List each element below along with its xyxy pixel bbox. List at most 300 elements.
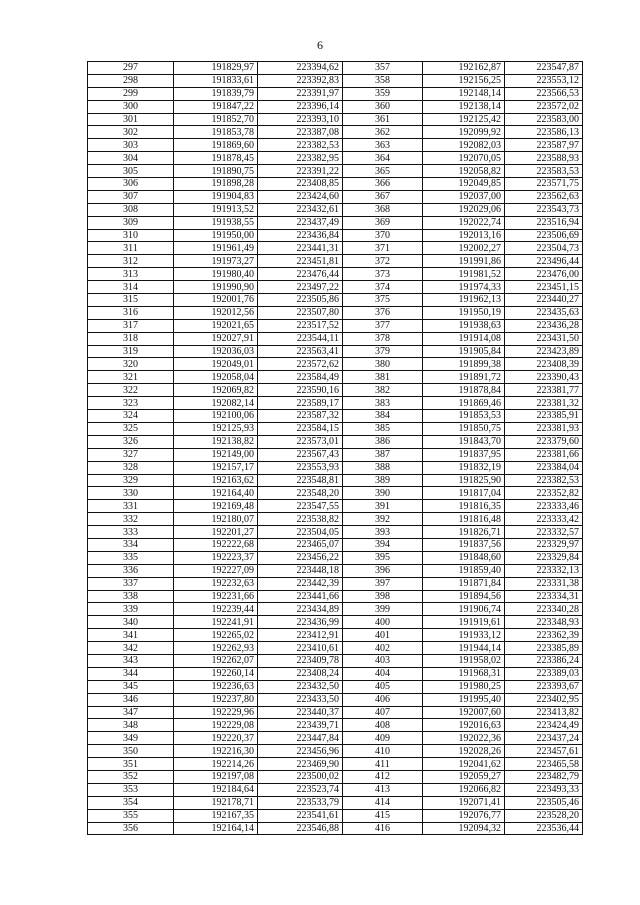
x-coordinate-right-cell: 191859,40 [423,564,505,577]
table-row [88,603,583,616]
point-number-left-cell: 338 [88,590,174,603]
y-coordinate-right-cell: 223506,69 [505,229,583,242]
y-coordinate-left-cell: 223553,93 [258,461,343,474]
point-number-left-cell: 307 [88,190,174,203]
point-number-left-cell: 330 [88,487,174,500]
y-coordinate-left-cell: 223541,61 [258,809,343,822]
x-coordinate-right-cell: 192013,16 [423,229,505,242]
point-number-left-cell: 317 [88,319,174,332]
point-number-right-cell: 407 [343,706,423,719]
x-coordinate-left-cell: 192164,40 [174,487,258,500]
point-number-left-cell: 303 [88,139,174,152]
y-coordinate-left-cell: 223433,50 [258,693,343,706]
x-coordinate-left-cell: 192069,82 [174,384,258,397]
table-row [88,384,583,397]
point-number-right-cell: 406 [343,693,423,706]
x-coordinate-right-cell: 191891,72 [423,371,505,384]
x-coordinate-right-cell: 192094,32 [423,822,505,835]
y-coordinate-left-cell: 223382,53 [258,139,343,152]
x-coordinate-right-cell: 191853,53 [423,410,505,423]
point-number-left-cell: 322 [88,384,174,397]
point-number-left-cell: 315 [88,294,174,307]
y-coordinate-right-cell: 223504,73 [505,242,583,255]
point-number-right-cell: 410 [343,745,423,758]
point-number-right-cell: 359 [343,87,423,100]
y-coordinate-left-cell: 223424,60 [258,190,343,203]
point-number-left-cell: 312 [88,255,174,268]
y-coordinate-right-cell: 223393,67 [505,680,583,693]
x-coordinate-right-cell: 192059,27 [423,770,505,783]
x-coordinate-left-cell: 191833,61 [174,74,258,87]
point-number-left-cell: 318 [88,332,174,345]
point-number-left-cell: 314 [88,281,174,294]
y-coordinate-right-cell: 223424,49 [505,719,583,732]
y-coordinate-left-cell: 223451,81 [258,255,343,268]
y-coordinate-right-cell: 223440,27 [505,294,583,307]
table-row [88,306,583,319]
x-coordinate-left-cell: 191853,78 [174,126,258,139]
point-number-right-cell: 403 [343,654,423,667]
x-coordinate-left-cell: 192239,44 [174,603,258,616]
x-coordinate-left-cell: 191913,52 [174,203,258,216]
y-coordinate-left-cell: 223392,83 [258,74,343,87]
y-coordinate-left-cell: 223393,10 [258,113,343,126]
y-coordinate-left-cell: 223544,11 [258,332,343,345]
point-number-left-cell: 311 [88,242,174,255]
table-row [88,474,583,487]
point-number-right-cell: 397 [343,577,423,590]
y-coordinate-right-cell: 223333,42 [505,513,583,526]
y-coordinate-left-cell: 223504,05 [258,526,343,539]
y-coordinate-left-cell: 223573,01 [258,435,343,448]
point-number-left-cell: 350 [88,745,174,758]
y-coordinate-left-cell: 223442,39 [258,577,343,590]
y-coordinate-right-cell: 223381,66 [505,448,583,461]
y-coordinate-right-cell: 223516,94 [505,216,583,229]
point-number-left-cell: 325 [88,422,174,435]
x-coordinate-right-cell: 192138,14 [423,100,505,113]
y-coordinate-right-cell: 223583,00 [505,113,583,126]
table-row [88,551,583,564]
y-coordinate-left-cell: 223441,31 [258,242,343,255]
y-coordinate-right-cell: 223340,28 [505,603,583,616]
x-coordinate-left-cell: 192222,68 [174,538,258,551]
x-coordinate-right-cell: 191914,08 [423,332,505,345]
point-number-left-cell: 305 [88,165,174,178]
x-coordinate-right-cell: 191878,84 [423,384,505,397]
point-number-right-cell: 383 [343,397,423,410]
y-coordinate-right-cell: 223386,24 [505,654,583,667]
x-coordinate-right-cell: 192066,82 [423,783,505,796]
x-coordinate-left-cell: 192201,27 [174,526,258,539]
y-coordinate-left-cell: 223432,61 [258,203,343,216]
table-row [88,242,583,255]
table-row [88,706,583,719]
x-coordinate-right-cell: 191837,95 [423,448,505,461]
y-coordinate-left-cell: 223538,82 [258,513,343,526]
point-number-left-cell: 321 [88,371,174,384]
y-coordinate-left-cell: 223505,86 [258,294,343,307]
point-number-left-cell: 304 [88,152,174,165]
point-number-right-cell: 411 [343,758,423,771]
y-coordinate-left-cell: 223589,17 [258,397,343,410]
x-coordinate-right-cell: 192125,42 [423,113,505,126]
table-row [88,732,583,745]
point-number-left-cell: 344 [88,667,174,680]
table-row [88,371,583,384]
table-row [88,526,583,539]
table-row [88,281,583,294]
point-number-left-cell: 351 [88,758,174,771]
y-coordinate-left-cell: 223590,16 [258,384,343,397]
point-number-left-cell: 309 [88,216,174,229]
y-coordinate-right-cell: 223587,97 [505,139,583,152]
x-coordinate-right-cell: 191968,31 [423,667,505,680]
point-number-right-cell: 390 [343,487,423,500]
x-coordinate-left-cell: 192229,08 [174,719,258,732]
y-coordinate-left-cell: 223517,52 [258,319,343,332]
table-row [88,203,583,216]
point-number-left-cell: 347 [88,706,174,719]
x-coordinate-left-cell: 192237,80 [174,693,258,706]
x-coordinate-left-cell: 192125,93 [174,422,258,435]
x-coordinate-left-cell: 192262,93 [174,642,258,655]
y-coordinate-left-cell: 223448,18 [258,564,343,577]
y-coordinate-right-cell: 223329,97 [505,538,583,551]
x-coordinate-right-cell: 192099,92 [423,126,505,139]
point-number-right-cell: 386 [343,435,423,448]
y-coordinate-right-cell: 223586,13 [505,126,583,139]
y-coordinate-right-cell: 223385,89 [505,642,583,655]
point-number-left-cell: 346 [88,693,174,706]
x-coordinate-right-cell: 191962,13 [423,294,505,307]
y-coordinate-left-cell: 223507,80 [258,306,343,319]
y-coordinate-left-cell: 223533,79 [258,796,343,809]
x-coordinate-left-cell: 191847,22 [174,100,258,113]
y-coordinate-right-cell: 223543,73 [505,203,583,216]
x-coordinate-left-cell: 192138,82 [174,435,258,448]
point-number-left-cell: 341 [88,629,174,642]
y-coordinate-left-cell: 223409,78 [258,654,343,667]
x-coordinate-right-cell: 191980,25 [423,680,505,693]
point-number-left-cell: 326 [88,435,174,448]
y-coordinate-left-cell: 223437,49 [258,216,343,229]
y-coordinate-right-cell: 223385,91 [505,410,583,423]
point-number-left-cell: 332 [88,513,174,526]
point-number-left-cell: 334 [88,538,174,551]
y-coordinate-right-cell: 223496,44 [505,255,583,268]
x-coordinate-right-cell: 192028,26 [423,745,505,758]
x-coordinate-left-cell: 192178,71 [174,796,258,809]
point-number-right-cell: 363 [343,139,423,152]
point-number-left-cell: 299 [88,87,174,100]
y-coordinate-right-cell: 223382,53 [505,474,583,487]
table-row [88,62,583,75]
x-coordinate-left-cell: 192169,48 [174,500,258,513]
point-number-left-cell: 323 [88,397,174,410]
table-row [88,770,583,783]
point-number-right-cell: 395 [343,551,423,564]
y-coordinate-right-cell: 223465,58 [505,758,583,771]
x-coordinate-right-cell: 191974,33 [423,281,505,294]
point-number-right-cell: 396 [343,564,423,577]
x-coordinate-left-cell: 192058,04 [174,371,258,384]
y-coordinate-left-cell: 223548,20 [258,487,343,500]
point-number-right-cell: 413 [343,783,423,796]
x-coordinate-left-cell: 192197,08 [174,770,258,783]
y-coordinate-right-cell: 223362,39 [505,629,583,642]
y-coordinate-right-cell: 223381,32 [505,397,583,410]
x-coordinate-left-cell: 192232,63 [174,577,258,590]
point-number-right-cell: 389 [343,474,423,487]
y-coordinate-left-cell: 223436,84 [258,229,343,242]
x-coordinate-right-cell: 191991,86 [423,255,505,268]
y-coordinate-right-cell: 223528,20 [505,809,583,822]
x-coordinate-left-cell: 191980,40 [174,268,258,281]
point-number-right-cell: 369 [343,216,423,229]
table-row [88,345,583,358]
point-number-left-cell: 308 [88,203,174,216]
coordinates-table [87,61,583,835]
x-coordinate-left-cell: 192229,96 [174,706,258,719]
table-row [88,822,583,835]
point-number-right-cell: 373 [343,268,423,281]
y-coordinate-right-cell: 223436,28 [505,319,583,332]
point-number-right-cell: 357 [343,62,423,75]
point-number-left-cell: 320 [88,358,174,371]
x-coordinate-right-cell: 191825,90 [423,474,505,487]
y-coordinate-right-cell: 223390,43 [505,371,583,384]
point-number-left-cell: 340 [88,616,174,629]
table-row [88,294,583,307]
point-number-right-cell: 374 [343,281,423,294]
y-coordinate-right-cell: 223389,03 [505,667,583,680]
point-number-left-cell: 301 [88,113,174,126]
x-coordinate-left-cell: 192082,14 [174,397,258,410]
x-coordinate-left-cell: 192167,35 [174,809,258,822]
x-coordinate-left-cell: 191878,45 [174,152,258,165]
point-number-left-cell: 319 [88,345,174,358]
y-coordinate-left-cell: 223391,22 [258,165,343,178]
point-number-left-cell: 348 [88,719,174,732]
table-row [88,745,583,758]
table-row [88,113,583,126]
y-coordinate-left-cell: 223432,50 [258,680,343,693]
table-row [88,629,583,642]
x-coordinate-right-cell: 191817,04 [423,487,505,500]
x-coordinate-right-cell: 191837,56 [423,538,505,551]
x-coordinate-right-cell: 191871,84 [423,577,505,590]
x-coordinate-left-cell: 192241,91 [174,616,258,629]
x-coordinate-left-cell: 192149,00 [174,448,258,461]
point-number-right-cell: 371 [343,242,423,255]
y-coordinate-right-cell: 223451,15 [505,281,583,294]
point-number-left-cell: 329 [88,474,174,487]
table-row [88,680,583,693]
x-coordinate-right-cell: 191843,70 [423,435,505,448]
point-number-right-cell: 376 [343,306,423,319]
point-number-right-cell: 394 [343,538,423,551]
y-coordinate-left-cell: 223440,37 [258,706,343,719]
point-number-right-cell: 400 [343,616,423,629]
x-coordinate-right-cell: 191944,14 [423,642,505,655]
point-number-left-cell: 356 [88,822,174,835]
x-coordinate-right-cell: 191826,71 [423,526,505,539]
table-row [88,654,583,667]
x-coordinate-right-cell: 192029,06 [423,203,505,216]
y-coordinate-right-cell: 223562,63 [505,190,583,203]
y-coordinate-left-cell: 223469,90 [258,758,343,771]
table-row [88,255,583,268]
y-coordinate-left-cell: 223434,89 [258,603,343,616]
point-number-left-cell: 335 [88,551,174,564]
y-coordinate-left-cell: 223465,07 [258,538,343,551]
y-coordinate-left-cell: 223394,62 [258,62,343,75]
y-coordinate-left-cell: 223497,22 [258,281,343,294]
page-number: 6 [317,38,323,52]
point-number-right-cell: 416 [343,822,423,835]
x-coordinate-right-cell: 191906,74 [423,603,505,616]
point-number-right-cell: 388 [343,461,423,474]
y-coordinate-left-cell: 223410,61 [258,642,343,655]
point-number-right-cell: 360 [343,100,423,113]
y-coordinate-right-cell: 223493,33 [505,783,583,796]
y-coordinate-left-cell: 223546,88 [258,822,343,835]
x-coordinate-right-cell: 191848,60 [423,551,505,564]
x-coordinate-left-cell: 191852,70 [174,113,258,126]
point-number-right-cell: 412 [343,770,423,783]
y-coordinate-left-cell: 223447,84 [258,732,343,745]
table-row [88,783,583,796]
table-row [88,126,583,139]
point-number-right-cell: 415 [343,809,423,822]
x-coordinate-left-cell: 192184,64 [174,783,258,796]
table-row [88,809,583,822]
table-row [88,642,583,655]
table-row [88,448,583,461]
x-coordinate-left-cell: 191869,60 [174,139,258,152]
x-coordinate-right-cell: 192076,77 [423,809,505,822]
y-coordinate-left-cell: 223436,99 [258,616,343,629]
y-coordinate-left-cell: 223456,96 [258,745,343,758]
point-number-right-cell: 366 [343,178,423,191]
x-coordinate-right-cell: 192070,05 [423,152,505,165]
point-number-right-cell: 381 [343,371,423,384]
table-row [88,165,583,178]
y-coordinate-left-cell: 223548,81 [258,474,343,487]
y-coordinate-left-cell: 223391,97 [258,87,343,100]
y-coordinate-right-cell: 223457,61 [505,745,583,758]
y-coordinate-right-cell: 223333,46 [505,500,583,513]
table-row [88,332,583,345]
y-coordinate-right-cell: 223334,31 [505,590,583,603]
point-number-right-cell: 368 [343,203,423,216]
y-coordinate-right-cell: 223381,93 [505,422,583,435]
table-row [88,719,583,732]
x-coordinate-left-cell: 192260,14 [174,667,258,680]
y-coordinate-left-cell: 223584,15 [258,422,343,435]
x-coordinate-left-cell: 191973,27 [174,255,258,268]
point-number-left-cell: 339 [88,603,174,616]
table-row [88,500,583,513]
x-coordinate-left-cell: 192036,03 [174,345,258,358]
x-coordinate-right-cell: 192071,41 [423,796,505,809]
x-coordinate-right-cell: 192049,85 [423,178,505,191]
y-coordinate-left-cell: 223547,55 [258,500,343,513]
point-number-left-cell: 300 [88,100,174,113]
point-number-right-cell: 393 [343,526,423,539]
y-coordinate-right-cell: 223588,93 [505,152,583,165]
y-coordinate-right-cell: 223476,00 [505,268,583,281]
y-coordinate-left-cell: 223441,66 [258,590,343,603]
x-coordinate-left-cell: 191990,90 [174,281,258,294]
x-coordinate-right-cell: 191850,75 [423,422,505,435]
point-number-left-cell: 328 [88,461,174,474]
x-coordinate-left-cell: 192236,63 [174,680,258,693]
point-number-left-cell: 302 [88,126,174,139]
table-row [88,538,583,551]
y-coordinate-right-cell: 223352,82 [505,487,583,500]
y-coordinate-right-cell: 223329,84 [505,551,583,564]
point-number-left-cell: 353 [88,783,174,796]
y-coordinate-right-cell: 223384,04 [505,461,583,474]
x-coordinate-right-cell: 191995,40 [423,693,505,706]
point-number-left-cell: 352 [88,770,174,783]
x-coordinate-left-cell: 192021,65 [174,319,258,332]
y-coordinate-left-cell: 223456,22 [258,551,343,564]
point-number-right-cell: 380 [343,358,423,371]
y-coordinate-right-cell: 223482,79 [505,770,583,783]
x-coordinate-right-cell: 192148,14 [423,87,505,100]
y-coordinate-right-cell: 223547,87 [505,62,583,75]
point-number-left-cell: 310 [88,229,174,242]
y-coordinate-right-cell: 223408,39 [505,358,583,371]
x-coordinate-right-cell: 191899,38 [423,358,505,371]
point-number-right-cell: 385 [343,422,423,435]
x-coordinate-right-cell: 192082,03 [423,139,505,152]
point-number-left-cell: 324 [88,410,174,423]
table-row [88,590,583,603]
point-number-right-cell: 399 [343,603,423,616]
y-coordinate-left-cell: 223567,43 [258,448,343,461]
y-coordinate-left-cell: 223584,49 [258,371,343,384]
table-row [88,796,583,809]
y-coordinate-right-cell: 223381,77 [505,384,583,397]
x-coordinate-left-cell: 192265,02 [174,629,258,642]
point-number-left-cell: 345 [88,680,174,693]
y-coordinate-right-cell: 223435,63 [505,306,583,319]
point-number-left-cell: 297 [88,62,174,75]
table-row [88,616,583,629]
y-coordinate-right-cell: 223536,44 [505,822,583,835]
y-coordinate-left-cell: 223500,02 [258,770,343,783]
point-number-right-cell: 401 [343,629,423,642]
point-number-right-cell: 377 [343,319,423,332]
y-coordinate-right-cell: 223413,82 [505,706,583,719]
x-coordinate-left-cell: 192223,37 [174,551,258,564]
point-number-right-cell: 405 [343,680,423,693]
y-coordinate-left-cell: 223396,14 [258,100,343,113]
table-row [88,435,583,448]
point-number-right-cell: 358 [343,74,423,87]
table-row [88,178,583,191]
x-coordinate-right-cell: 191816,48 [423,513,505,526]
y-coordinate-right-cell: 223332,13 [505,564,583,577]
y-coordinate-left-cell: 223563,41 [258,345,343,358]
y-coordinate-right-cell: 223553,12 [505,74,583,87]
y-coordinate-left-cell: 223523,74 [258,783,343,796]
point-number-right-cell: 367 [343,190,423,203]
